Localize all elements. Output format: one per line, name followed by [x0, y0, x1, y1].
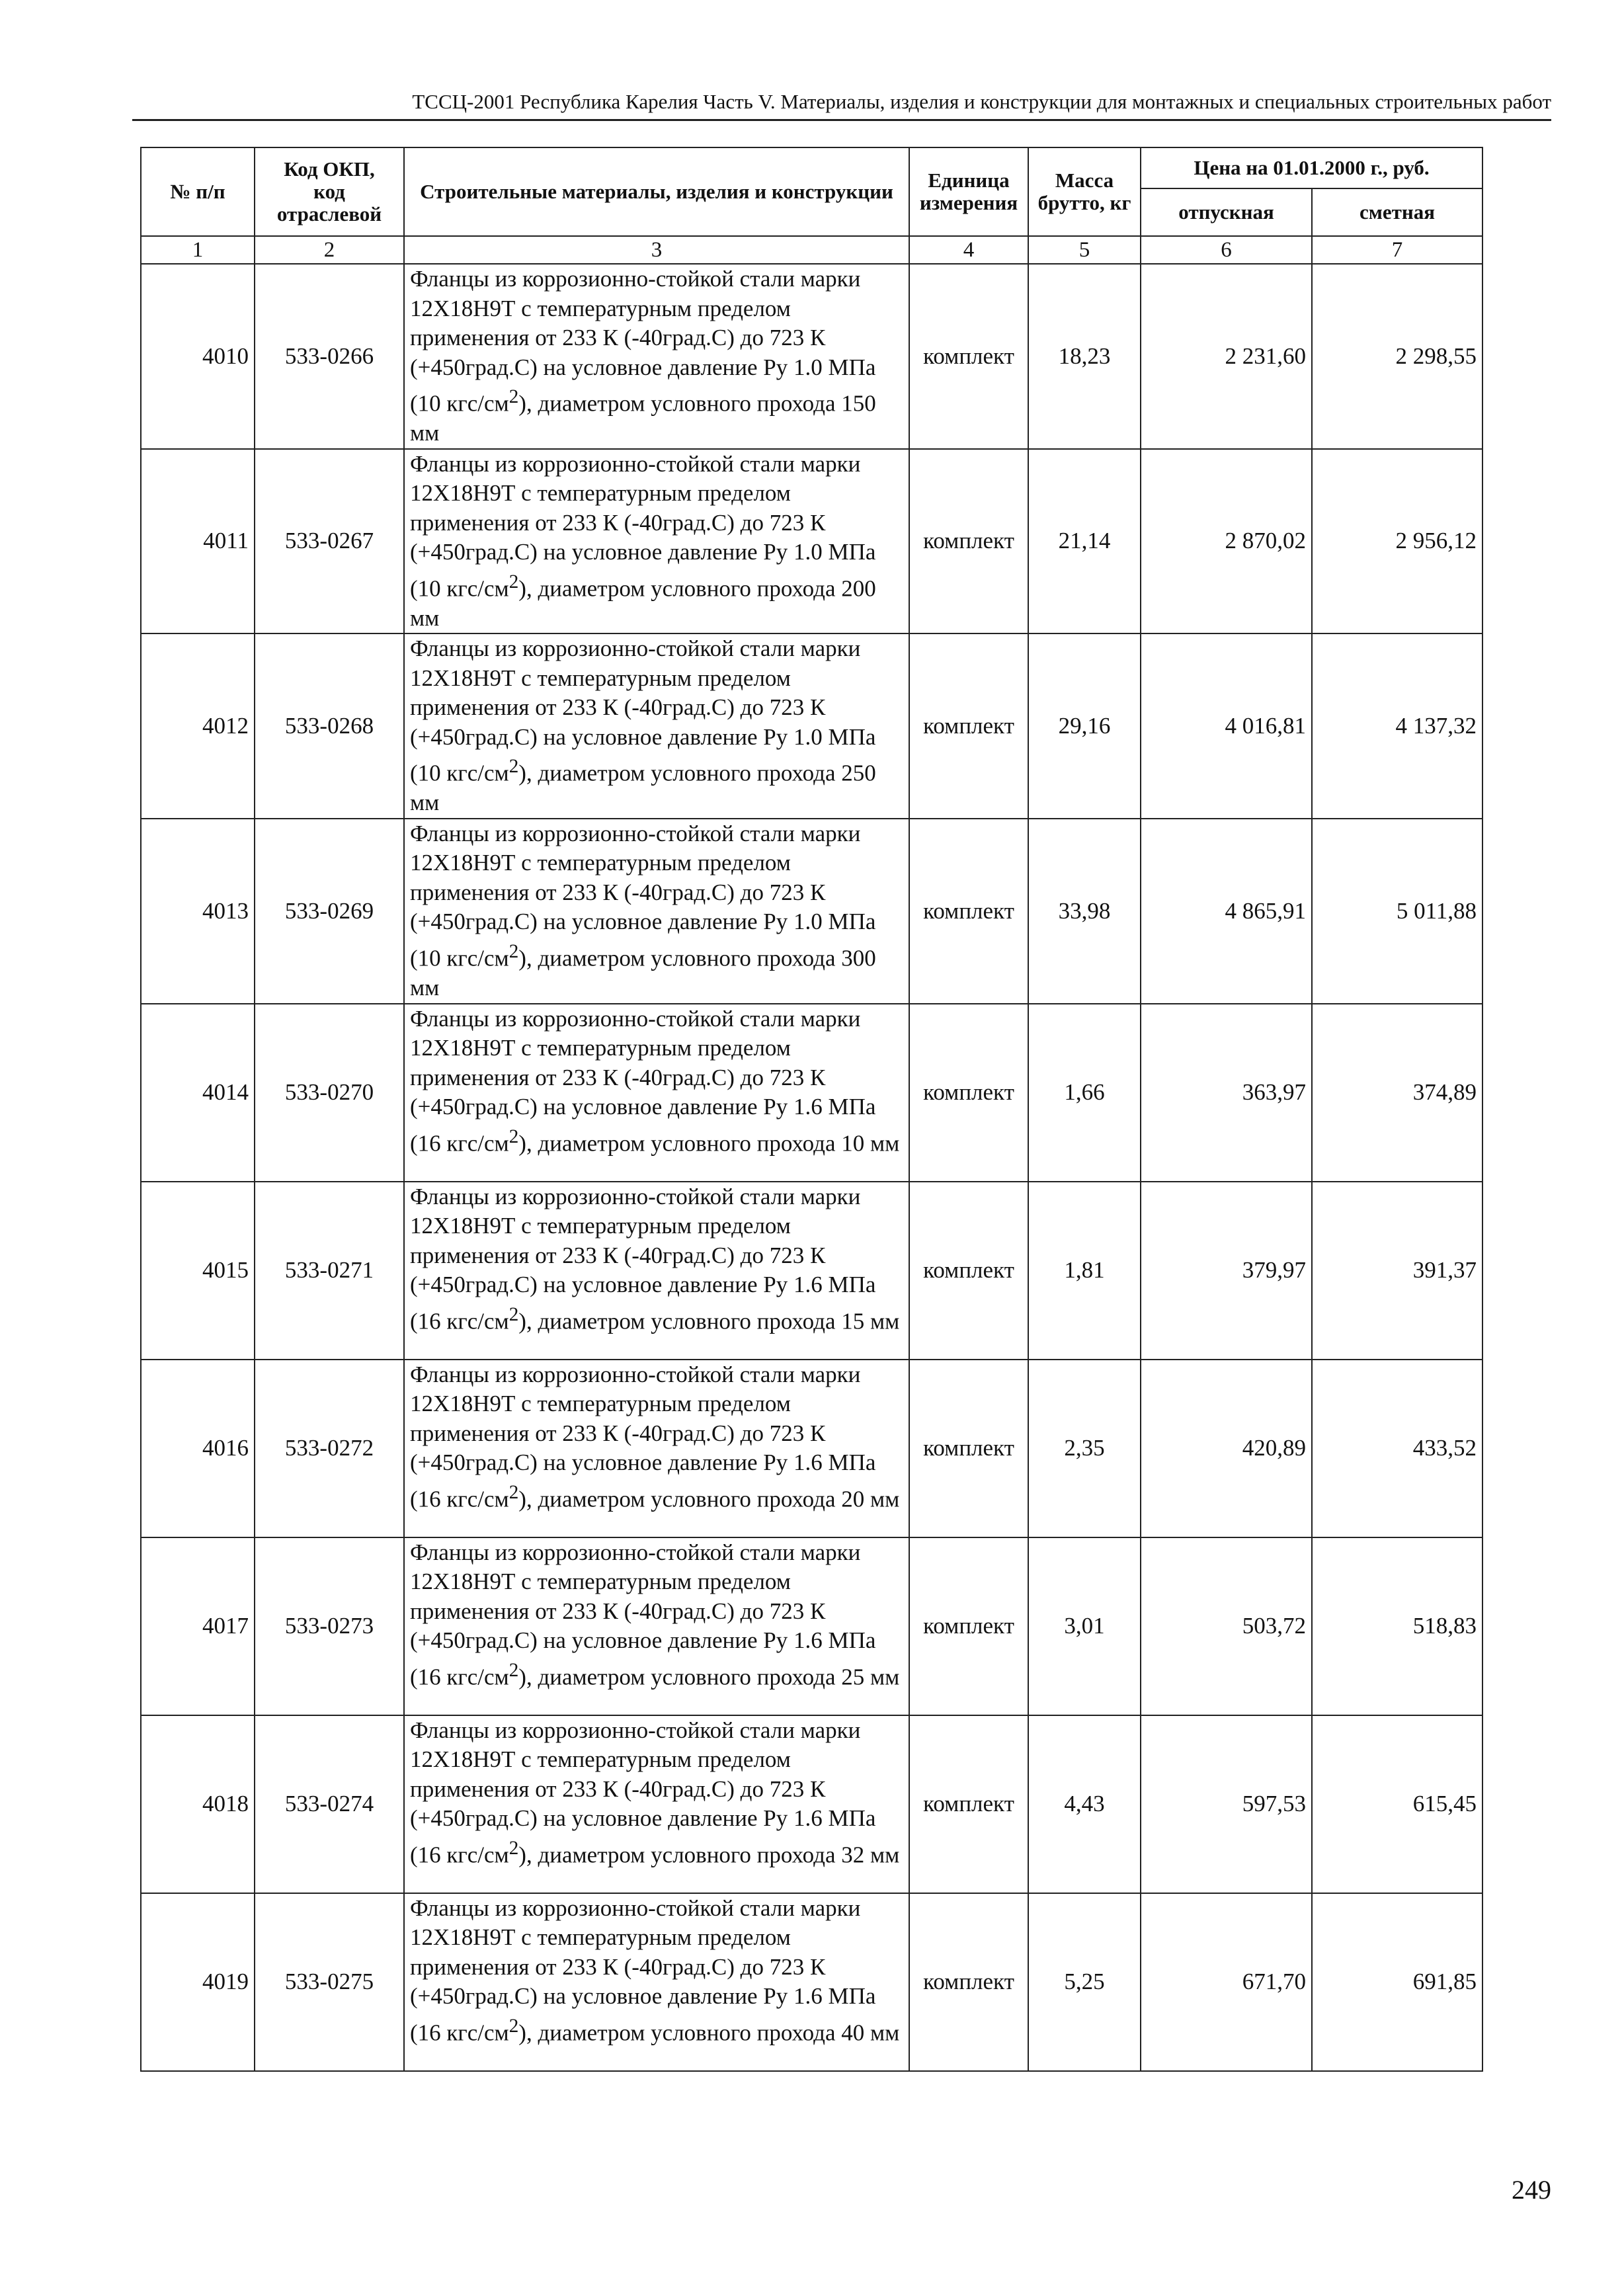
cell-price-release: 2 870,02 [1141, 449, 1312, 634]
desc-text-end: ), диаметром условного прохода 300 мм [410, 945, 876, 1001]
price-table [140, 147, 1483, 2072]
cell-code: 533-0269 [255, 819, 404, 1004]
table-row [141, 633, 1482, 819]
cell-code: 533-0271 [255, 1182, 404, 1360]
col-header-code [255, 147, 404, 236]
cell-code: 533-0267 [255, 449, 404, 634]
cell-num: 4015 [141, 1182, 255, 1360]
desc-text: Фланцы из коррозионно-стойкой стали марки 12Х18Н9Т с температурным пределом применения от 233 К (-40град.С) до 723 К (+450град.С) на условное давление Ру 1.0 МПа (10 кгс/см [410, 450, 876, 602]
cell-description [404, 1715, 909, 1893]
cell-price-estimate: 691,85 [1312, 1893, 1482, 2071]
table-row [141, 1004, 1482, 1182]
col-header-mass: Масса брутто, кг [1028, 147, 1141, 236]
cell-mass: 21,14 [1028, 449, 1141, 634]
desc-superscript: 2 [508, 1837, 519, 1859]
cell-unit: комплект [909, 1715, 1028, 1893]
cell-price-release: 2 231,60 [1141, 264, 1312, 449]
col-header-desc: Строительные материалы, изделия и конструкции [404, 147, 909, 236]
table-row [141, 1715, 1482, 1893]
col-header-code-line3: отраслевой [276, 202, 382, 226]
table-row [141, 264, 1482, 449]
cell-num: 4016 [141, 1360, 255, 1537]
cell-price-estimate: 2 298,55 [1312, 264, 1482, 449]
cell-code: 533-0270 [255, 1004, 404, 1182]
cell-mass: 1,81 [1028, 1182, 1141, 1360]
cell-num: 4019 [141, 1893, 255, 2071]
cell-unit: комплект [909, 1537, 1028, 1715]
cell-unit: комплект [909, 1893, 1028, 2071]
column-number: 4 [909, 236, 1028, 264]
cell-price-release: 420,89 [1141, 1360, 1312, 1537]
desc-text: Фланцы из коррозионно-стойкой стали марки 12Х18Н9Т с температурным пределом применения от 233 К (-40град.С) до 723 К (+450град.С) на условное давление Ру 1.6 МПа (16 кгс/см [410, 1539, 876, 1690]
cell-num: 4014 [141, 1004, 255, 1182]
cell-unit: комплект [909, 449, 1028, 634]
desc-superscript: 2 [508, 1481, 519, 1503]
col-header-price-release: отпускная [1141, 188, 1312, 236]
desc-superscript: 2 [508, 1659, 519, 1681]
cell-description [404, 1537, 909, 1715]
cell-description [404, 449, 909, 634]
cell-price-release: 4 865,91 [1141, 819, 1312, 1004]
desc-text-end: ), диаметром условного прохода 200 мм [410, 575, 876, 631]
desc-text-end: ), диаметром условного прохода 20 мм [518, 1486, 900, 1512]
cell-code: 533-0273 [255, 1537, 404, 1715]
cell-mass: 33,98 [1028, 819, 1141, 1004]
col-header-code-line2: код [313, 179, 345, 203]
cell-price-release: 363,97 [1141, 1004, 1312, 1182]
col-header-price-estimate: сметная [1312, 188, 1482, 236]
desc-superscript: 2 [508, 2015, 519, 2037]
desc-text-end: ), диаметром условного прохода 150 мм [410, 390, 876, 446]
cell-price-estimate: 518,83 [1312, 1537, 1482, 1715]
desc-text-end: ), диаметром условного прохода 40 мм [518, 2019, 900, 2046]
desc-text: Фланцы из коррозионно-стойкой стали марки 12Х18Н9Т с температурным пределом применения от 233 К (-40град.С) до 723 К (+450град.С) на условное давление Ру 1.6 МПа (16 кгс/см [410, 1717, 876, 1868]
cell-mass: 4,43 [1028, 1715, 1141, 1893]
cell-mass: 18,23 [1028, 264, 1141, 449]
col-header-code-line1: Код ОКП, [284, 157, 375, 181]
table-row [141, 1537, 1482, 1715]
desc-superscript: 2 [508, 1303, 519, 1325]
table-row [141, 1182, 1482, 1360]
table-row [141, 1360, 1482, 1537]
cell-description [404, 1182, 909, 1360]
desc-text-end: ), диаметром условного прохода 32 мм [518, 1842, 900, 1868]
desc-superscript: 2 [508, 756, 519, 778]
cell-unit: комплект [909, 819, 1028, 1004]
cell-price-estimate: 374,89 [1312, 1004, 1482, 1182]
cell-price-estimate: 391,37 [1312, 1182, 1482, 1360]
col-header-price-group: Цена на 01.01.2000 г., руб. [1141, 147, 1482, 188]
cell-price-release: 503,72 [1141, 1537, 1312, 1715]
cell-code: 533-0275 [255, 1893, 404, 2071]
cell-code: 533-0272 [255, 1360, 404, 1537]
table-header-row [141, 147, 1482, 188]
desc-text: Фланцы из коррозионно-стойкой стали марки 12Х18Н9Т с температурным пределом применения от 233 К (-40град.С) до 723 К (+450град.С) на условное давление Ру 1.0 МПа (10 кгс/см [410, 635, 876, 786]
table-row [141, 819, 1482, 1004]
desc-superscript: 2 [508, 386, 519, 407]
cell-description [404, 1893, 909, 2071]
desc-superscript: 2 [508, 571, 519, 592]
page-header-title: ТССЦ-2001 Республика Карелия Часть V. Материалы, изделия и конструкции для монтажных и специальных строительных работ [132, 85, 1551, 121]
column-number: 5 [1028, 236, 1141, 264]
desc-text: Фланцы из коррозионно-стойкой стали марки 12Х18Н9Т с температурным пределом применения от 233 К (-40град.С) до 723 К (+450град.С) на условное давление Ру 1.6 МПа (16 кгс/см [410, 1005, 876, 1157]
cell-price-estimate: 433,52 [1312, 1360, 1482, 1537]
desc-text: Фланцы из коррозионно-стойкой стали марки 12Х18Н9Т с температурным пределом применения от 233 К (-40град.С) до 723 К (+450град.С) на условное давление Ру 1.0 МПа (10 кгс/см [410, 266, 876, 417]
cell-num: 4018 [141, 1715, 255, 1893]
cell-description [404, 633, 909, 819]
cell-price-release: 379,97 [1141, 1182, 1312, 1360]
cell-num: 4012 [141, 633, 255, 819]
column-number: 1 [141, 236, 255, 264]
desc-text-end: ), диаметром условного прохода 25 мм [518, 1664, 900, 1690]
cell-mass: 1,66 [1028, 1004, 1141, 1182]
cell-price-release: 4 016,81 [1141, 633, 1312, 819]
cell-mass: 5,25 [1028, 1893, 1141, 2071]
cell-mass: 2,35 [1028, 1360, 1141, 1537]
cell-description [404, 819, 909, 1004]
col-header-unit: Единица измерения [909, 147, 1028, 236]
desc-text: Фланцы из коррозионно-стойкой стали марки 12Х18Н9Т с температурным пределом применения от 233 К (-40град.С) до 723 К (+450град.С) на условное давление Ру 1.6 МПа (16 кгс/см [410, 1361, 876, 1512]
cell-price-estimate: 615,45 [1312, 1715, 1482, 1893]
cell-unit: комплект [909, 1182, 1028, 1360]
column-number: 6 [1141, 236, 1312, 264]
cell-num: 4013 [141, 819, 255, 1004]
desc-text-end: ), диаметром условного прохода 250 мм [410, 760, 876, 816]
column-number: 2 [255, 236, 404, 264]
cell-num: 4010 [141, 264, 255, 449]
column-number-row [141, 236, 1482, 264]
cell-description [404, 1360, 909, 1537]
table-row [141, 449, 1482, 634]
column-number: 7 [1312, 236, 1482, 264]
cell-code: 533-0266 [255, 264, 404, 449]
cell-code: 533-0274 [255, 1715, 404, 1893]
cell-price-release: 597,53 [1141, 1715, 1312, 1893]
cell-description [404, 264, 909, 449]
cell-num: 4011 [141, 449, 255, 634]
desc-text: Фланцы из коррозионно-стойкой стали марки 12Х18Н9Т с температурным пределом применения от 233 К (-40град.С) до 723 К (+450град.С) на условное давление Ру 1.0 МПа (10 кгс/см [410, 820, 876, 971]
cell-description [404, 1004, 909, 1182]
cell-price-estimate: 4 137,32 [1312, 633, 1482, 819]
cell-price-estimate: 2 956,12 [1312, 449, 1482, 634]
desc-text: Фланцы из коррозионно-стойкой стали марки 12Х18Н9Т с температурным пределом применения от 233 К (-40град.С) до 723 К (+450град.С) на условное давление Ру 1.6 МПа (16 кгс/см [410, 1183, 876, 1334]
desc-superscript: 2 [508, 940, 519, 962]
cell-code: 533-0268 [255, 633, 404, 819]
cell-mass: 3,01 [1028, 1537, 1141, 1715]
cell-unit: комплект [909, 1004, 1028, 1182]
cell-unit: комплект [909, 633, 1028, 819]
desc-text-end: ), диаметром условного прохода 10 мм [518, 1130, 900, 1157]
table-row [141, 1893, 1482, 2071]
desc-text: Фланцы из коррозионно-стойкой стали марки 12Х18Н9Т с температурным пределом применения от 233 К (-40град.С) до 723 К (+450град.С) на условное давление Ру 1.6 МПа (16 кгс/см [410, 1895, 876, 2046]
cell-price-release: 671,70 [1141, 1893, 1312, 2071]
col-header-num: № п/п [141, 147, 255, 236]
cell-unit: комплект [909, 1360, 1028, 1537]
column-number: 3 [404, 236, 909, 264]
cell-num: 4017 [141, 1537, 255, 1715]
desc-superscript: 2 [508, 1125, 519, 1147]
cell-price-estimate: 5 011,88 [1312, 819, 1482, 1004]
cell-mass: 29,16 [1028, 633, 1141, 819]
page-number: 249 [1512, 2175, 1551, 2205]
cell-unit: комплект [909, 264, 1028, 449]
desc-text-end: ), диаметром условного прохода 15 мм [518, 1308, 900, 1334]
